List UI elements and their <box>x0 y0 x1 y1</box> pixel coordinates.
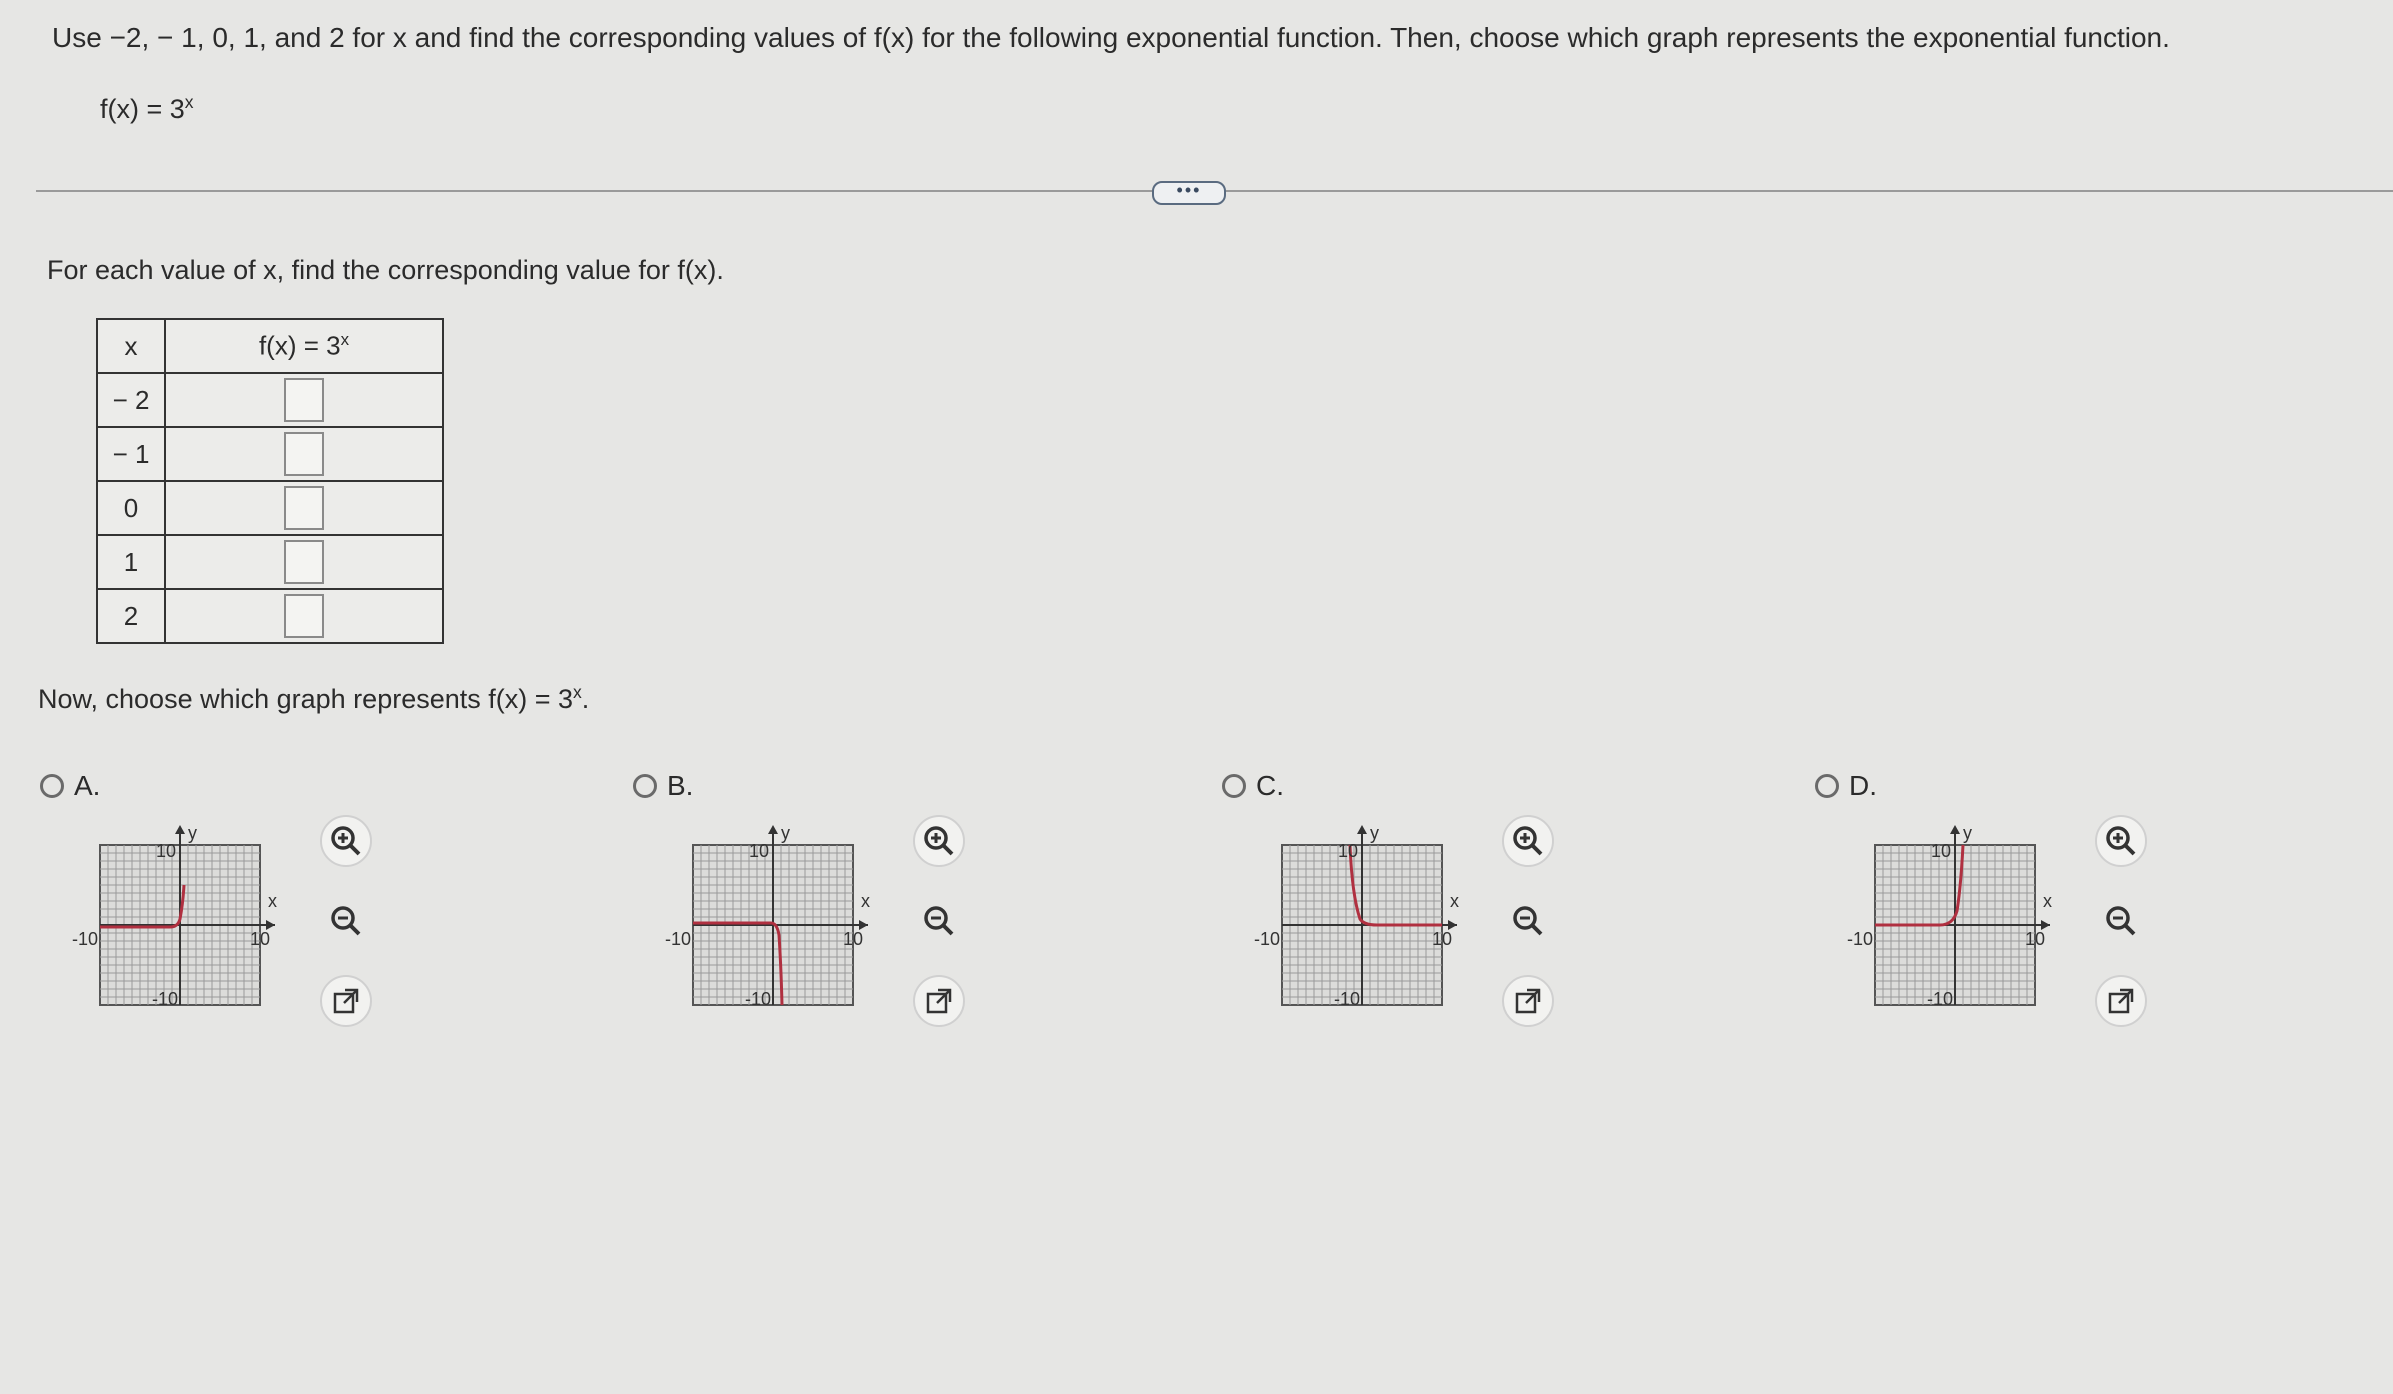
x-axis-label: x <box>2043 891 2052 911</box>
y-min-label: -10 <box>151 989 178 1009</box>
option-d[interactable] <box>1815 770 1877 802</box>
x-min-label: -10 <box>71 929 98 949</box>
y-min-label: -10 <box>1333 989 1360 1009</box>
zoom-in-icon[interactable] <box>2095 815 2147 867</box>
more-button[interactable]: ••• <box>1152 181 1226 205</box>
x-value: − 1 <box>97 427 165 481</box>
zoom-in-icon[interactable] <box>1502 815 1554 867</box>
zoom-out-icon[interactable] <box>320 895 372 947</box>
y-axis-label: y <box>1370 823 1379 843</box>
zoom-out-icon[interactable] <box>913 895 965 947</box>
option-c[interactable] <box>1222 770 1284 802</box>
x-axis-label: x <box>861 891 870 911</box>
x-max-label: 10 <box>1432 929 1453 949</box>
table-row <box>97 427 443 481</box>
external-link-icon[interactable] <box>2095 975 2147 1027</box>
x-value: 2 <box>97 589 165 643</box>
x-min-label: -10 <box>1253 929 1280 949</box>
x-min-label: -10 <box>1846 929 1873 949</box>
zoom-out-icon[interactable] <box>1502 895 1554 947</box>
y-axis-label: y <box>781 823 790 843</box>
y-axis-label: y <box>1963 823 1972 843</box>
x-min-label: -10 <box>664 929 691 949</box>
answer-input[interactable] <box>284 594 324 638</box>
y-max-label: 10 <box>1930 841 1951 861</box>
x-max-label: 10 <box>2025 929 2046 949</box>
answer-input[interactable] <box>284 540 324 584</box>
values-table <box>96 318 444 644</box>
option-graph[interactable] <box>663 815 893 1025</box>
table-row <box>97 535 443 589</box>
x-axis-label: x <box>1450 891 1459 911</box>
question-prompt: Use −2, − 1, 0, 1, and 2 for x and find the corresponding values of f(x) for the following exponential function. Then, choose which graph represents the exponential function. <box>52 22 2170 53</box>
x-axis-label: x <box>268 891 277 911</box>
y-axis-label: y <box>188 823 197 843</box>
option-label: C. <box>1256 770 1284 801</box>
external-link-icon[interactable] <box>320 975 372 1027</box>
function-definition: $f(x) = 3^x$ <box>100 92 194 124</box>
col-header-x: x <box>97 319 165 373</box>
y-min-label: -10 <box>744 989 771 1009</box>
option-label: D. <box>1849 770 1877 801</box>
external-link-icon[interactable] <box>1502 975 1554 1027</box>
x-value: 0 <box>97 481 165 535</box>
x-max-label: 10 <box>843 929 864 949</box>
y-min-label: -10 <box>1926 989 1953 1009</box>
option-label: B. <box>667 770 694 801</box>
radio-button[interactable] <box>1222 774 1246 798</box>
graph-grid <box>72 823 277 1009</box>
graph-grid <box>665 823 870 1009</box>
graph-question: Now, choose which graph represents $f(x) = 3^x$. <box>38 682 590 714</box>
col-header-fx: $f(x) = 3^x$ <box>165 319 443 373</box>
table-row <box>97 373 443 427</box>
zoom-out-icon[interactable] <box>2095 895 2147 947</box>
y-max-label: 10 <box>155 841 176 861</box>
option-graph[interactable] <box>1845 815 2075 1025</box>
option-a[interactable] <box>40 770 100 802</box>
option-graph[interactable] <box>1252 815 1482 1025</box>
x-value: 1 <box>97 535 165 589</box>
radio-button[interactable] <box>40 774 64 798</box>
answer-input[interactable] <box>284 432 324 476</box>
radio-button[interactable] <box>633 774 657 798</box>
option-b[interactable] <box>633 770 693 802</box>
option-graph[interactable] <box>70 815 300 1025</box>
graph-grid <box>1847 823 2052 1009</box>
x-value: − 2 <box>97 373 165 427</box>
x-max-label: 10 <box>250 929 271 949</box>
radio-button[interactable] <box>1815 774 1839 798</box>
answer-input[interactable] <box>284 378 324 422</box>
answer-input[interactable] <box>284 486 324 530</box>
table-row <box>97 481 443 535</box>
zoom-in-icon[interactable] <box>913 815 965 867</box>
zoom-in-icon[interactable] <box>320 815 372 867</box>
graph-grid <box>1254 823 1459 1009</box>
y-max-label: 10 <box>1337 841 1358 861</box>
table-row <box>97 589 443 643</box>
y-max-label: 10 <box>748 841 769 861</box>
option-label: A. <box>74 770 101 801</box>
table-instruction: For each value of x, find the corresponding value for f(x). <box>47 255 724 285</box>
external-link-icon[interactable] <box>913 975 965 1027</box>
